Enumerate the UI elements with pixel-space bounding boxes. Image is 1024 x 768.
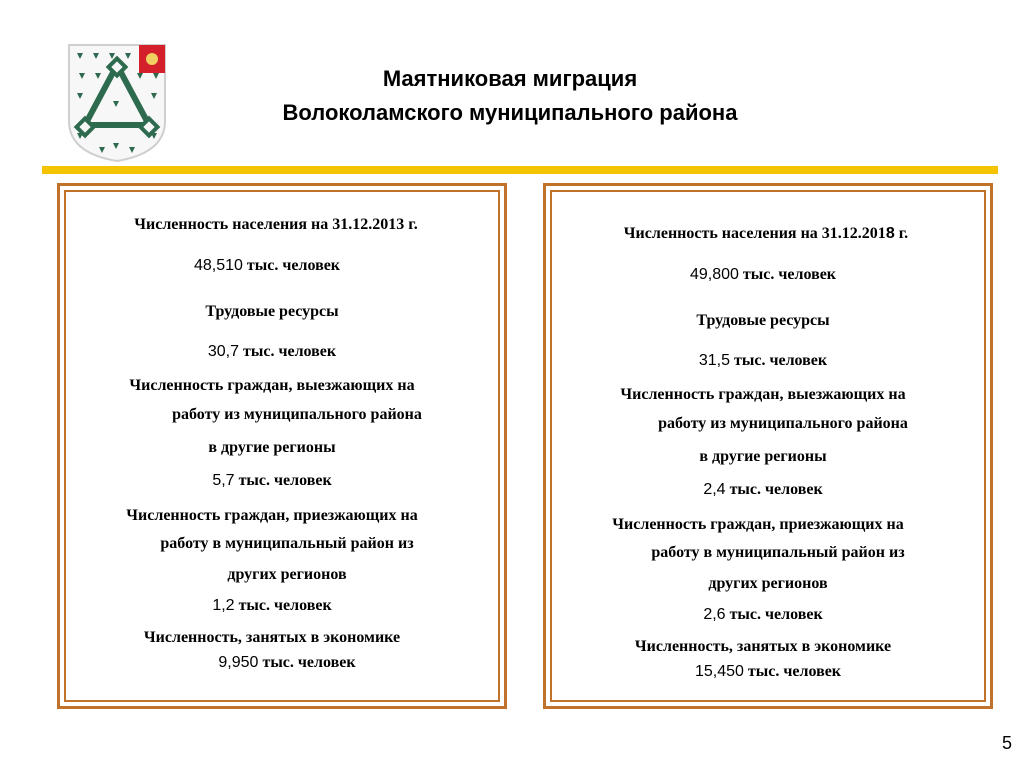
outgoing-label-1: Численность граждан, выезжающих на [620,386,906,403]
page-title-line2: Волоколамского муниципального района [282,100,738,125]
panel-2013 [57,183,507,709]
incoming-value: 1,2 тыс. человек [212,597,332,614]
population-label: Численность населения на 31.12.2018 г. [623,225,909,242]
employed-value: 15,450 тыс. человек [694,663,842,680]
outgoing-label-2: работу из муниципального района [172,406,422,423]
outgoing-label-1: Численность граждан, выезжающих на [129,377,415,394]
outgoing-value: 5,7 тыс. человек [212,472,332,489]
employed-label: Численность, занятых в экономике [634,638,892,655]
outgoing-value: 2,4 тыс. человек [703,481,823,498]
labor-label: Трудовые ресурсы [696,312,830,329]
employed-value: 9,950 тыс. человек [218,654,356,671]
outgoing-label-3: в другие регионы [208,439,336,456]
labor-value: 30,7 тыс. человек [207,343,337,360]
outgoing-label-3: в другие регионы [699,448,827,465]
outgoing-label-2: работу из муниципального района [658,415,908,432]
accent-divider [42,166,998,174]
incoming-value: 2,6 тыс. человек [703,606,823,623]
page-title-line1: Маятниковая миграция [382,66,638,91]
volokolamsk-coat-of-arms-icon [67,43,167,163]
incoming-label-3: других регионов [227,566,347,583]
population-value: 49,800 тыс. человек [689,266,837,283]
incoming-label-2: работу в муниципальный район из [651,544,905,561]
incoming-label-1: Численность граждан, приезжающих на [126,507,418,524]
panel-2018 [543,183,993,709]
employed-label: Численность, занятых в экономике [143,629,401,646]
labor-value: 31,5 тыс. человек [698,352,828,369]
incoming-label-1: Численность граждан, приезжающих на [612,516,904,533]
incoming-label-2: работу в муниципальный район из [160,535,414,552]
labor-label: Трудовые ресурсы [205,303,339,320]
incoming-label-3: других регионов [708,575,828,592]
page-number: 5 [1001,733,1012,753]
population-label: Численность населения на 31.12.2013 г. [134,216,418,233]
population-value: 48,510 тыс. человек [193,257,341,274]
